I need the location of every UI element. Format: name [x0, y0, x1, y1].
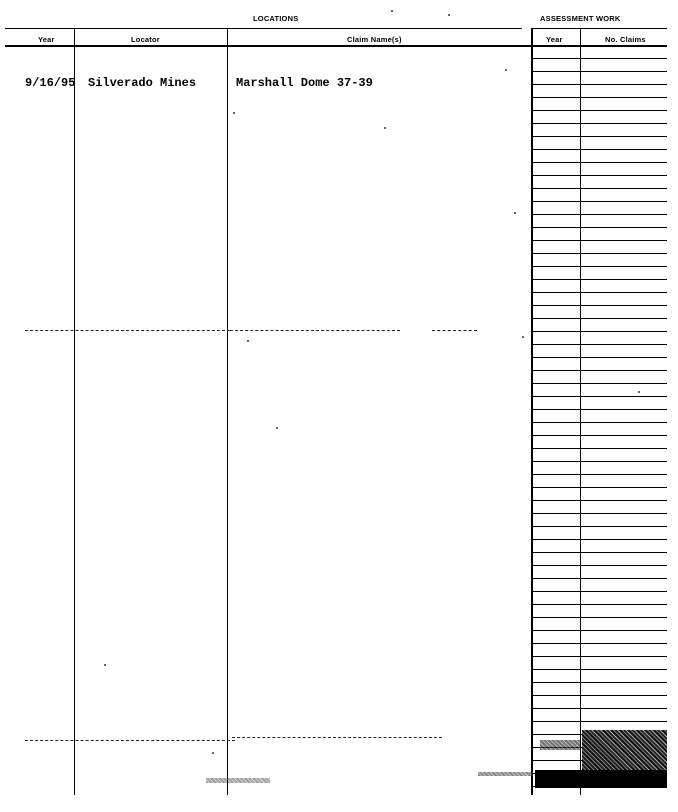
entry-claim-name: Marshall Dome 37-39 [236, 76, 373, 90]
scan-speck [505, 69, 507, 71]
assessment-row-line [531, 162, 667, 163]
assessment-row-line [531, 123, 667, 124]
scan-artifact [582, 730, 667, 770]
assessment-row-line [531, 58, 667, 59]
assessment-row-line [531, 253, 667, 254]
scan-speck [212, 752, 214, 754]
entry-year: 9/16/95 [25, 76, 76, 90]
assessment-row-line [531, 318, 667, 319]
assessment-row-line [531, 422, 667, 423]
assessment-row-line [531, 500, 667, 501]
aw-year-column-header: Year [546, 35, 563, 44]
assessment-row-line [531, 149, 667, 150]
assessment-row-line [531, 435, 667, 436]
assessment-row-line [531, 240, 667, 241]
assessment-row-line [531, 136, 667, 137]
assessment-row-line [531, 227, 667, 228]
entry-locator: Silverado Mines [88, 76, 197, 90]
assessment-row-line [531, 266, 667, 267]
assessment-row-line [531, 188, 667, 189]
assessment-row-line [531, 409, 667, 410]
assessment-row-line [531, 175, 667, 176]
scan-speck [247, 340, 249, 342]
scan-speck [276, 427, 278, 429]
locator-column-header: Locator [131, 35, 160, 44]
scan-artifact [535, 770, 667, 788]
faint-divider [432, 330, 477, 331]
assessment-row-line [531, 84, 667, 85]
assessment-row-line [531, 383, 667, 384]
assessment-row-line [531, 630, 667, 631]
assessment-row-line [531, 656, 667, 657]
scan-artifact [206, 778, 270, 783]
assessment-row-line [531, 669, 667, 670]
assessment-row-line [531, 552, 667, 553]
assessment-row-line [531, 708, 667, 709]
scan-speck [391, 10, 393, 12]
assessment-row-line [531, 370, 667, 371]
top-rule-locations [5, 28, 522, 29]
scan-speck [448, 14, 450, 16]
column-divider-locator-claim [227, 29, 228, 795]
assessment-row-line [531, 305, 667, 306]
scan-artifact [478, 772, 533, 776]
assessment-row-line [531, 617, 667, 618]
assessment-work-heading: ASSESSMENT WORK [540, 14, 621, 23]
assessment-row-line [531, 565, 667, 566]
scan-speck [522, 336, 524, 338]
assessment-row-line [531, 214, 667, 215]
faint-divider [232, 737, 442, 738]
scan-speck [514, 212, 516, 214]
assessment-row-line [531, 474, 667, 475]
assessment-row-line [531, 448, 667, 449]
assessment-row-line [531, 357, 667, 358]
no-claims-column-header: No. Claims [605, 35, 646, 44]
assessment-row-line [531, 695, 667, 696]
assessment-row-line [531, 461, 667, 462]
assessment-row-line [531, 71, 667, 72]
assessment-row-line [531, 721, 667, 722]
scan-speck [233, 112, 235, 114]
assessment-row-line [531, 201, 667, 202]
assessment-row-line [531, 539, 667, 540]
assessment-row-line [531, 292, 667, 293]
faint-divider [230, 330, 400, 331]
assessment-row-line [531, 682, 667, 683]
locations-heading: LOCATIONS [253, 14, 299, 23]
year-column-header: Year [38, 35, 55, 44]
column-divider-year-locator [74, 29, 75, 795]
assessment-row-line [531, 396, 667, 397]
assessment-row-line [531, 604, 667, 605]
assessment-row-line [531, 279, 667, 280]
assessment-row-line [531, 526, 667, 527]
scan-speck [638, 391, 640, 393]
scan-speck [104, 664, 106, 666]
assessment-work-grid [531, 0, 667, 812]
assessment-row-line [531, 331, 667, 332]
assessment-row-line [531, 487, 667, 488]
scan-artifact [540, 740, 580, 750]
claim-names-column-header: Claim Name(s) [347, 35, 402, 44]
assessment-row-line [531, 643, 667, 644]
assessment-row-line [531, 97, 667, 98]
assessment-row-line [531, 591, 667, 592]
faint-divider [25, 740, 235, 741]
assessment-row-line [531, 110, 667, 111]
assessment-row-line [531, 578, 667, 579]
assessment-row-line [531, 513, 667, 514]
scan-speck [384, 127, 386, 129]
faint-divider [25, 330, 230, 331]
assessment-row-line [531, 344, 667, 345]
